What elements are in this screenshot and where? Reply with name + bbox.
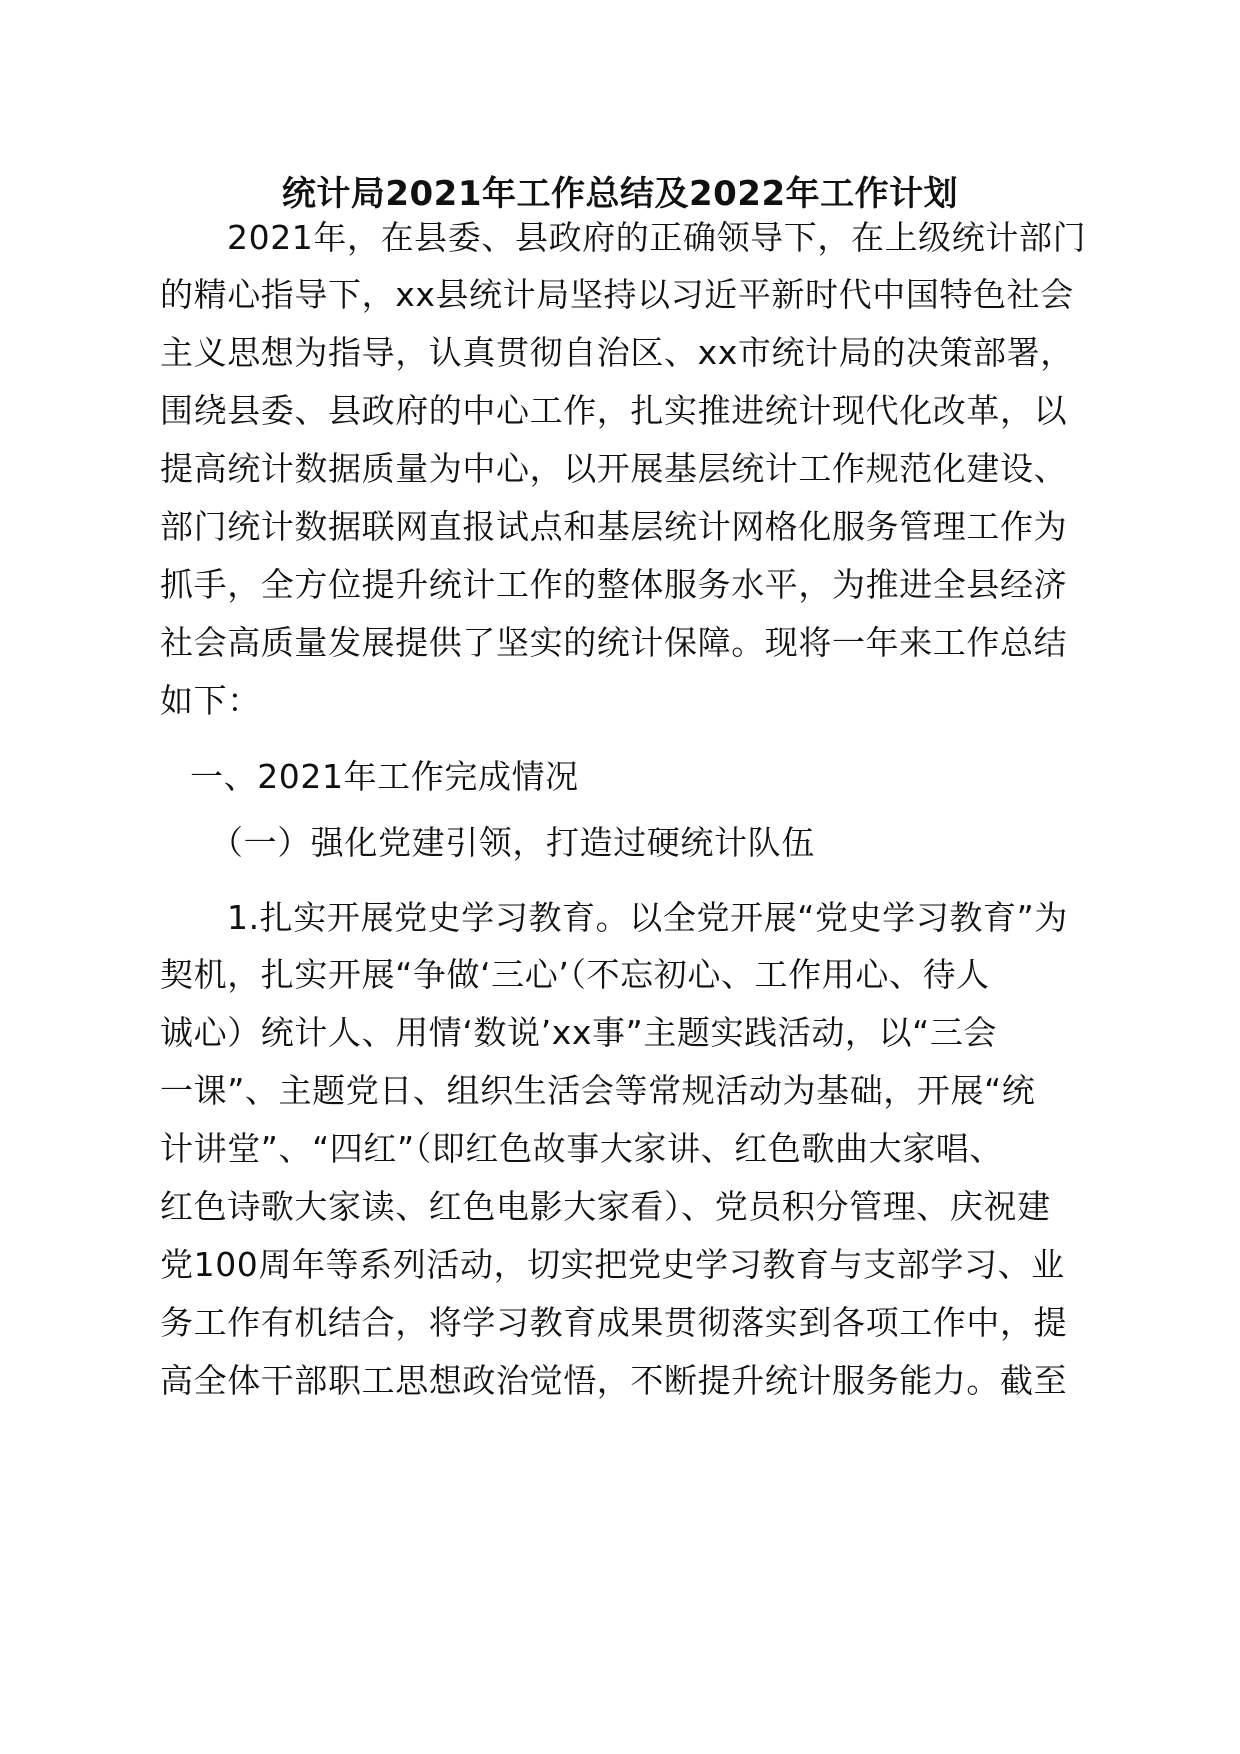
intro-line-3: 主义思想为指导，认真贯彻自治区、xx市统计局的决策部署， <box>160 333 1074 372</box>
intro-line-9: 如下： <box>160 681 261 720</box>
item1-line-2: 契机，扎实开展“争做‘三心’（不忘初心、工作用心、待人 <box>160 955 990 994</box>
document-title: 统计局2021年工作总结及2022年工作计划 <box>281 174 959 214</box>
item1-line-1: 1.扎实开展党史学习教育。以全党开展“党史学习教育”为 <box>227 898 1068 937</box>
intro-line-6: 部门统计数据联网直报试点和基层统计网格化服务管理工作为 <box>160 507 1068 546</box>
intro-line-4: 围绕县委、县政府的中心工作，扎实推进统计现代化改革，以 <box>160 391 1068 430</box>
subsection-heading: （一）强化党建引领，打造过硬统计队伍 <box>210 823 815 862</box>
item1-line-9: 高全体干部职工思想政治觉悟，不断提升统计服务能力。截至 <box>160 1361 1068 1400</box>
item1-line-7: 党100周年等系列活动，切实把党史学习教育与支部学习、业 <box>160 1245 1065 1284</box>
item1-line-4: 一课”、主题党日、组织生活会等常规活动为基础，开展“统 <box>160 1071 1036 1110</box>
item1-line-5: 计讲堂”、“四红”（即红色故事大家讲、红色歌曲大家唱、 <box>160 1129 1003 1168</box>
intro-line-5: 提高统计数据质量为中心，以开展基层统计工作规范化建设、 <box>160 449 1068 488</box>
item1-line-3: 诚心）统计人、用情‘数说’xx事”主题实践活动，以“三会 <box>160 1013 998 1052</box>
item1-line-6: 红色诗歌大家读、红色电影大家看）、党员积分管理、庆祝建 <box>160 1187 1051 1226</box>
item1-line-8: 务工作有机结合，将学习教育成果贯彻落实到各项工作中，提 <box>160 1303 1068 1342</box>
intro-line-7: 抓手，全方位提升统计工作的整体服务水平，为推进全县经济 <box>160 565 1068 604</box>
section-heading: 一、2021年工作完成情况 <box>190 757 579 796</box>
intro-line-8: 社会高质量发展提供了坚实的统计保障。现将一年来工作总结 <box>160 623 1068 662</box>
intro-line-2: 的精心指导下，xx县统计局坚持以习近平新时代中国特色社会 <box>160 275 1074 314</box>
intro-line-1: 2021年，在县委、县政府的正确领导下，在上级统计部门 <box>227 218 1087 257</box>
